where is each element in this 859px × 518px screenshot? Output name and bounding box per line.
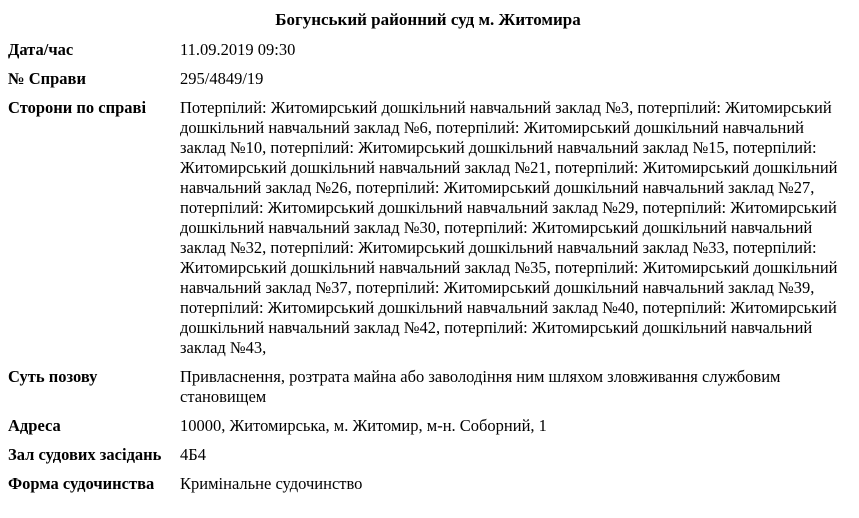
table-row-courtroom bbox=[8, 445, 848, 465]
row-value-case-number: 295/4849/19 bbox=[180, 69, 264, 88]
table-row-address bbox=[8, 416, 848, 436]
row-value-claim-essence: Привласнення, розтрата майна або заволодіння ним шляхом зловживання службовим становищем bbox=[180, 367, 781, 406]
row-label-courtroom: Зал судових засідань bbox=[8, 445, 162, 464]
row-label-parties: Сторони по справі bbox=[8, 98, 147, 117]
row-value-proceeding-form: Кримінальне судочинство bbox=[180, 474, 363, 493]
page-title: Богунський районний суд м. Житомира bbox=[275, 10, 581, 29]
row-label-claim-essence: Суть позову bbox=[8, 367, 98, 386]
row-value-courtroom: 4Б4 bbox=[180, 445, 206, 464]
row-label-proceeding-form: Форма судочинства bbox=[8, 474, 155, 493]
row-label-address: Адреса bbox=[8, 416, 61, 435]
table-row-case-number bbox=[8, 69, 848, 89]
row-value-parties: Потерпілий: Житомирський дошкільний навчальний заклад №3, потерпілий: Житомирський дошкільний навчальний заклад №6, потерпілий: Житомирський дошкільний навчальний заклад №10, потерпілий: Житомирський дошкільний навчальний заклад №15, потерпілий: Житомирський дошкільний навчальний заклад №21, потерпілий: Житомирський дошкільний навчальний заклад №26, потерпілий: Житомирський дошкільний навчальний заклад №27, потерпілий: Житомирський дошкільний навчальний заклад №29, потерпілий: Житомирський дошкільний навчальний заклад №30, потерпілий: Житомирський дошкільний навчальний заклад №32, потерпілий: Житомирський дошкільний навчальний заклад №33, потерпілий: Житомирський дошкільний навчальний заклад №35, потерпілий: Житомирський дошкільний навчальний заклад №37, потерпілий: Житомирський дошкільний навчальний заклад №39, потерпілий: Житомирський дошкільний навчальний заклад №40, потерпілий: Житомирський дошкільний навчальний заклад №42, потерпілий: Житомирський дошкільний навчальний заклад №43, bbox=[180, 98, 838, 357]
table-row-proceeding-form bbox=[8, 474, 848, 494]
table-row-parties bbox=[8, 98, 848, 358]
table-row-date-time bbox=[8, 40, 848, 60]
row-value-address: 10000, Житомирська, м. Житомир, м-н. Соборний, 1 bbox=[180, 416, 547, 435]
row-label-case-number: № Справи bbox=[8, 69, 86, 88]
table-row-claim-essence bbox=[8, 367, 848, 407]
row-value-date-time: 11.09.2019 09:30 bbox=[180, 40, 296, 59]
row-label-date-time: Дата/час bbox=[8, 40, 74, 59]
